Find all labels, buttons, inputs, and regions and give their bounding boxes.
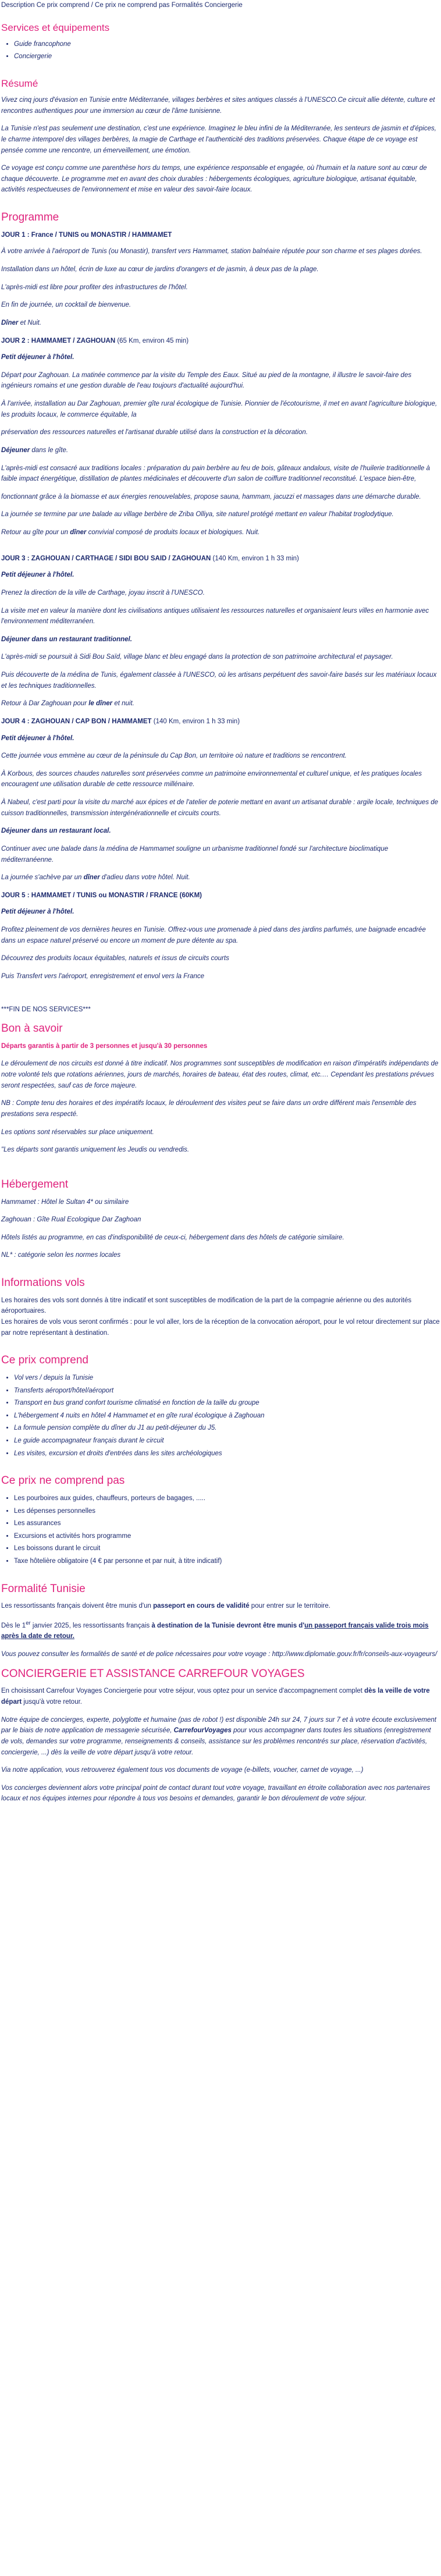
breakfast-line [1, 570, 440, 581]
formalite-link-paragraph[interactable]: Vous pouvez consulter les formalités de santé et de police nécessaires pour votre voyage : http://www.diplomatie.gouv.fr/fr/conseils-aux-voyageurs/ [1, 1651, 438, 1658]
day-paragraph [1, 634, 440, 645]
list-item: • Conciergerie [14, 51, 440, 62]
day-1-title: JOUR 1 : France / TUNIS ou MONASTIR / HAMMAMET [1, 231, 172, 239]
meal-label: Dîner [1, 319, 19, 326]
breakfast-label: Petit déjeuner à l'hôtel. [1, 354, 74, 361]
day-paragraph: Découvrez des produits locaux équitables, naturels et issus de circuits courts [1, 955, 229, 962]
text: pour vous accompagner dans toutes les situations (enregistrement de vols, demandes sur votre programme, renseignements & conseils, assistance sur les problèmes rencontrés sur place, réservation d'activités, conciergerie, ...) dès la veille de votre départ jusqu'à votre retour. [1, 1727, 431, 1756]
day-paragraph: Installation dans un hôtel, écrin de luxe au cœur de jardins d'orangers et de jasmin, à deux pas de la plage. [1, 266, 319, 273]
day-title-text: JOUR 4 : ZAGHOUAN / CAP BON / HAMMAMET [1, 717, 152, 725]
text: janvier 2025, les ressortissants français [30, 1622, 152, 1629]
list-item: • Les assurances [14, 1518, 440, 1529]
day-paragraph: fonctionnant grâce à la biomasse et aux énergies renouvelables, propose sauna, hammam, jacuzzi et massages dans une démarche durable. [1, 493, 421, 500]
day-title-text: JOUR 3 : ZAGHOUAN / CARTHAGE / SIDI BOU SAID / ZAGHOUAN [1, 555, 211, 562]
day-paragraph: À l'arrivée, installation au Dar Zaghouan, premier gîte rural écologique de Tunisie. Pionnier de l'écotourisme, il met en avant l'agriculture biologique, les produits locaux, le commerce équitable, la [1, 400, 438, 418]
day-2-title [1, 336, 440, 347]
day-paragraph [1, 318, 440, 329]
day-paragraph [1, 445, 440, 456]
comprend-list [14, 1373, 440, 1459]
info-paragraph: Le déroulement de nos circuits est donné à titre indicatif. Nos programmes sont susceptibles de modification en raison d'impératifs indépendants de notre volonté tels que rotations aériennes, jours de marchés, horaires de bateau, état des routes, climat, etc.… Cependant les prestations prévues seront respectées, sauf cas de force majeure. [1, 1060, 439, 1089]
services-title: Services et équipements [1, 22, 110, 33]
services-section [1, 22, 440, 62]
breakfast-line [1, 907, 440, 918]
text: et nuit. [112, 700, 134, 708]
text: Retour au gîte pour un [1, 529, 70, 536]
day-3-title [1, 553, 440, 564]
bon-a-savoir-title: Bon à savoir [1, 1022, 63, 1035]
top-line: Description Ce prix comprend / Ce prix ne comprend pas Formalités Conciergerie [1, 2, 243, 9]
day-distance: (140 Km, environ 1 h 33 min) [151, 717, 240, 725]
day-paragraph: La visite met en valeur la manière dont les civilisations antiques utilisaient les ressources naturelles et organisaient leurs villes en harmonie avec l'environnement méditerranéen. [1, 607, 429, 626]
services-list [14, 39, 440, 62]
text: Notre équipe de concierges, experte, polyglotte et humaine (pas de robot !) est disponible 24h sur 24, 7 jours sur 7 et à votre écoute exclusivement par le biais de notre application de messagerie sécurisée, [1, 1716, 436, 1735]
info-paragraph: Les options sont réservables sur place uniquement. [1, 1128, 154, 1136]
conciergerie-paragraph [1, 1715, 440, 1758]
text: Retour à Dar Zaghouan pour [1, 700, 89, 708]
conciergerie-paragraph [1, 1686, 440, 1707]
list-item: • Excursions et activités hors programme [14, 1531, 440, 1542]
ne-comprend-section [1, 1474, 440, 1566]
bold-text: dès la veille de votre départ [1, 1687, 430, 1706]
day-distance: (140 Km, environ 1 h 33 min) [211, 555, 299, 562]
day-paragraph [1, 527, 440, 538]
conciergerie-section [1, 1667, 440, 1804]
list-item: • Vol vers / depuis la Tunisie [14, 1373, 440, 1384]
info-paragraph: Hôtels listés au programme, en cas d'indisponibilité de ceux-ci, hébergement dans des hôtels de catégorie similaire. [1, 1234, 344, 1241]
info-paragraph: Les horaires de vols vous seront confirmés : pour le vol aller, lors de la réception de la convocation aéroport, pour le vol retour directement sur place par notre représentant à destination. [1, 1318, 440, 1337]
formalite-paragraph [1, 1601, 440, 1612]
superscript: er [26, 1620, 31, 1626]
list-item: • Transport en bus grand confort tourisme climatisé en fonction de la taille du groupe [14, 1398, 440, 1409]
programme-section [1, 211, 440, 1015]
text: La journée s'achève par un [1, 874, 84, 882]
meal-label: le dîner [88, 700, 113, 708]
text: d'adieu dans votre hôtel. Nuit. [99, 874, 190, 882]
ne-comprend-list [14, 1493, 440, 1567]
bold-text: CarrefourVoyages [173, 1727, 232, 1735]
day-paragraph: L'après-midi est consacré aux traditions locales : préparation du pain berbère au feu de bois, gâteaux andalous, visite de l'huilerie traditionnelle à faible impact énergétique, distillation de plantes médicinales et découverte d'un salon de coiffure traditionnel reconstitué. L'espace bien-être, [1, 464, 431, 483]
day-paragraph: Cette journée vous emmène au cœur de la péninsule du Cap Bon, un territoire où nature et traditions se rencontrent. [1, 752, 347, 760]
text: En choisissant Carrefour Voyages Conciergerie pour votre séjour, vous optez pour un service d'accompagnement complet [1, 1687, 365, 1695]
text: Les horaires des vols sont donnés à titre indicatif et sont susceptibles de modification de la part de la compagnie aérienne ou des autorités aéroportuaires. [1, 1296, 412, 1315]
bon-a-savoir-section [1, 1022, 440, 1156]
day-paragraph: À votre arrivée à l'aéroport de Tunis (ou Monastir), transfert vers Hammamet, station balnéaire réputée pour son charme et ses plages dorées. [1, 248, 422, 255]
list-item: • Guide francophone [14, 39, 440, 50]
text: jusqu'à votre retour. [22, 1699, 82, 1706]
hebergement-section [1, 1178, 440, 1261]
info-paragraph: NB : Compte tenu des horaires et des impératifs locaux, le déroulement des visites peut se faire dans un ordre différent mais l'ensemble des prestations sera respecté. [1, 1100, 417, 1118]
day-paragraph: Profitez pleinement de vos dernières heures en Tunisie. Offrez-vous une promenade à pied dans des jardins parfumés, une baignade encadrée dans un espace naturel préservé ou encore un moment de pure détente au spa. [1, 926, 426, 944]
info-paragraph [1, 1295, 440, 1317]
hebergement-title: Hébergement [1, 1178, 69, 1191]
resume-title: Résumé [1, 77, 38, 89]
meal-label: Déjeuner dans un restaurant traditionnel. [1, 635, 132, 643]
day-paragraph: L'après-midi se poursuit à Sidi Bou Saïd, village blanc et bleu engagé dans la protection de son patrimoine architectural et paysager. [1, 653, 393, 661]
list-item: • Les dépenses personnelles [14, 1506, 440, 1517]
list-item: • Taxe hôtelière obligatoire (4 € par personne et par nuit, à titre indicatif) [14, 1556, 440, 1567]
day-paragraph: La journée se termine par une balade au village berbère de Zriba Olliya, site naturel protégé mettant en valeur l'habitat troglodytique. [1, 511, 394, 518]
meal-label: Déjeuner [1, 446, 30, 454]
list-item: • Les pourboires aux guides, chauffeurs, porteurs de bagages, ..... [14, 1493, 440, 1504]
day-paragraph [1, 698, 440, 709]
text: et Nuit. [18, 319, 42, 326]
day-paragraph: À Nabeul, c'est parti pour la visite du marché aux épices et de l'atelier de poterie mettant en avant un artisanat durable : argile locale, techniques de cuisson traditionnelles, transmission intergénérationnelle et circuits courts. [1, 799, 439, 817]
day-distance: (65 Km, environ 45 min) [115, 337, 189, 344]
conciergerie-title: CONCIERGERIE ET ASSISTANCE CARREFOUR VOYAGES [1, 1667, 305, 1680]
text: convivial composé de produits locaux et biologiques. Nuit. [86, 529, 260, 536]
list-item: • La formule pension complète du dîner du J1 au petit-déjeuner du J5. [14, 1423, 440, 1434]
day-title-text: JOUR 2 : HAMMAMET / ZAGHOUAN [1, 337, 116, 344]
bold-text: passeport en cours de validité [153, 1603, 250, 1610]
day-paragraph: Continuer avec une balade dans la médina de Hammamet souligne un urbanisme traditionnel fondé sur l'architecture bioclimatique méditerranéenne. [1, 845, 389, 864]
resume-paragraph: Vivez cinq jours d'évasion en Tunisie entre Méditerranée, villages berbères et sites antiques classés à l'UNESCO.Ce circuit allie détente, culture et rencontres authentiques pour une immersion au cœur de l'âme tunisienne. [1, 97, 435, 115]
day-paragraph: Prenez la direction de la ville de Carthage, joyau inscrit à l'UNESCO. [1, 589, 205, 596]
day-paragraph: Départ pour Zaghouan. La matinée commence par la visite du Temple des Eaux. Situé au pied de la montagne, il illustre le savoir-faire des ingénieurs romains et une gestion durable de l'eau toujours d'actualité aujourd'hui. [1, 371, 412, 390]
day-paragraph: L'après-midi est libre pour profiter des infrastructures de l'hôtel. [1, 283, 188, 291]
meal-label: dîner [83, 874, 100, 882]
resume-paragraph: La Tunisie n'est pas seulement une destination, c'est une expérience. Imaginez le bleu infini de la Méditerranée, les senteurs de jasmin et d'épices, le charme intemporel des villages berbères, la magie de Carthage et l'authenticité des traditions préservées. Chaque étape de ce voyage est pensée comme une rencontre, un émerveillement, une émotion. [1, 125, 436, 154]
day-paragraph: En fin de journée, un cocktail de bienvenue. [1, 301, 131, 309]
list-item: • Les visites, excursion et droits d'entrées dans les sites archéologiques [14, 1448, 440, 1459]
breakfast-line [1, 733, 440, 744]
breakfast-label: Petit déjeuner à l'hôtel. [1, 734, 74, 742]
ne-comprend-title: Ce prix ne comprend pas [1, 1474, 125, 1487]
day-paragraph: Puis Transfert vers l'aéroport, enregistrement et envol vers la France [1, 972, 205, 980]
day-paragraph: Puis découverte de la médina de Tunis, également classée à l'UNESCO, où les artisans perpétuent des savoir-faire basés sur les matériaux locaux et les techniques traditionnelles. [1, 671, 437, 690]
text: Dès le 1 [1, 1622, 26, 1629]
bold-text: à destination de la Tunisie devront être munis d' [151, 1622, 305, 1629]
day-4-title [1, 716, 440, 727]
resume-paragraph: Ce voyage est conçu comme une parenthèse hors du temps, une expérience responsable et engagée, où l'humain et la nature sont au cœur de chaque découverte. Le programme met en avant des choix durables : hébergements écologiques, agriculture biologique, artisanat équitable, activités respectueuses de l'environnement et mise en valeur des savoir-faire locaux. [1, 165, 427, 194]
hotel-line: Hammamet : Hôtel le Sultan 4* ou similaire [1, 1198, 129, 1206]
comprend-title: Ce prix comprend [1, 1354, 88, 1367]
list-item: • Transferts aéroport/hôtel/aéroport [14, 1385, 440, 1397]
infos-vols-section [1, 1276, 440, 1338]
end-of-services: ***FIN DE NOS SERVICES*** [1, 1005, 91, 1013]
underlined-text: un passeport français valide trois mois après la date de retour. [1, 1622, 429, 1640]
resume-section [1, 77, 440, 196]
breakfast-label: Petit déjeuner à l'hôtel. [1, 571, 74, 579]
infos-vols-title: Informations vols [1, 1277, 85, 1289]
list-item: • Les boissons durant le circuit [14, 1543, 440, 1554]
programme-title: Programme [1, 211, 59, 224]
list-item: • L'hébergement 4 nuits en hôtel 4 Hammamet et en gîte rural écologique à Zaghouan [14, 1410, 440, 1422]
info-paragraph: NL* : catégorie selon les normes locales [1, 1252, 121, 1259]
text: pour entrer sur le territoire. [249, 1603, 330, 1610]
list-item: • Le guide accompagnateur français durant le circuit [14, 1436, 440, 1447]
conciergerie-paragraph: Vos concierges deviennent alors votre principal point de contact durant tout votre voyage, travaillant en étroite collaboration avec nos partenaires locaux et nos équipes internes pour répondre à tous vos besoins et demandes, garantir le bon déroulement de votre séjour. [1, 1784, 431, 1803]
info-paragraph: "Les départs sont garantis uniquement les Jeudis ou vendredis. [1, 1146, 190, 1154]
meal-label: dîner [70, 529, 87, 536]
day-paragraph [1, 826, 440, 837]
day-paragraph: À Korbous, des sources chaudes naturelles sont préservées comme un patrimoine environnemental et culturel unique, et les pratiques locales encouragent une utilisation durable de cette ressource millénaire. [1, 770, 422, 788]
formalite-paragraph [1, 1619, 440, 1642]
meal-label: Déjeuner dans un restaurant local. [1, 827, 111, 835]
breakfast-label: Petit déjeuner à l'hôtel. [1, 908, 74, 916]
departures-guaranteed: Départs garantis à partir de 3 personnes et jusqu'à 30 personnes [1, 1042, 208, 1050]
day-paragraph [1, 872, 440, 883]
day-paragraph: préservation des ressources naturelles et l'artisanat durable utilisé dans la construction et la décoration. [1, 429, 308, 436]
hotel-line: Zaghouan : Gîte Rual Ecologique Dar Zaghoan [1, 1216, 141, 1224]
conciergerie-paragraph: Via notre application, vous retrouverez également tous vos documents de voyage (e-billets, voucher, carnet de voyage, ...) [1, 1767, 364, 1774]
text: Les ressortissants français doivent être munis d'un [1, 1603, 154, 1610]
formalite-title: Formalité Tunisie [1, 1582, 86, 1595]
day-5-title: JOUR 5 : HAMMAMET / TUNIS ou MONASTIR / FRANCE (60KM) [1, 891, 202, 899]
breakfast-line [1, 352, 440, 363]
formalite-section [1, 1582, 440, 1660]
text: dans le gîte. [30, 446, 69, 454]
comprend-section [1, 1353, 440, 1459]
